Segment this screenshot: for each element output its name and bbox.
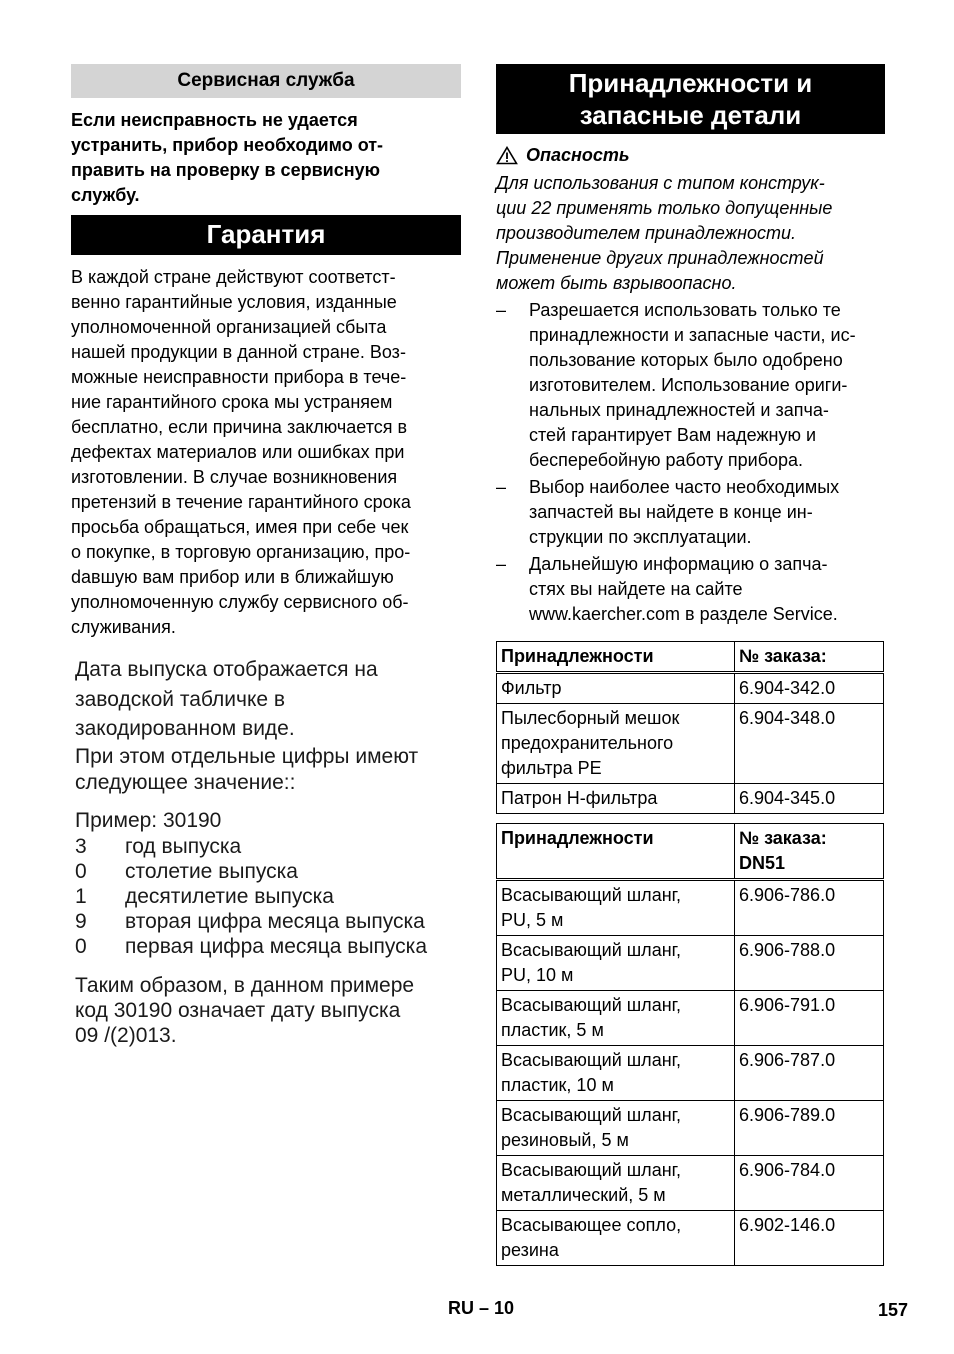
footer-page-number: 157	[878, 1300, 909, 1320]
danger-label: Опасность	[526, 145, 630, 165]
accessory-name: Всасывающее сопло, резина	[497, 1211, 735, 1266]
date-intro-1: Дата выпуска отображается на заводской табличке в закодированном виде.	[75, 658, 378, 740]
bullet-item: – Разрешается использовать только те принадлежности и запасные части, ис- пользование которых было одобрено изготовителем. Использование ориги- нальных принадлежностей и запча- стей гарантирует Вам надежную и бесперебойную работу прибора.	[496, 298, 885, 473]
digit-meaning: год выпуска	[125, 834, 242, 858]
table-header-row	[497, 824, 884, 880]
order-number: 6.904-348.0	[735, 704, 884, 784]
danger-text: Для использования с типом конструк- ции 22 применять только допущенные производителем принадлежности. Применение других принадлежностей может быть взрывоопасно.	[496, 173, 833, 293]
digit-meaning: десятилетие выпуска	[125, 884, 334, 908]
digit-row	[75, 934, 461, 959]
table-row	[497, 1156, 884, 1211]
digit-meaning: столетие выпуска	[125, 859, 298, 883]
order-number: 6.906-787.0	[735, 1046, 884, 1101]
table-row	[497, 673, 884, 704]
service-heading: Сервисная служба	[71, 64, 461, 98]
accessory-name: Фильтр	[497, 673, 735, 704]
accessory-name: Всасывающий шланг, PU, 10 м	[497, 936, 735, 991]
digit-row	[75, 884, 461, 909]
footer-language-page: RU – 10	[448, 1298, 515, 1318]
digit-row	[75, 859, 461, 884]
bullet-item: – Выбор наиболее часто необходимых запчастей вы найдете в конце ин- струкции по эксплуатации.	[496, 475, 885, 550]
digit: 0	[75, 859, 87, 883]
order-number: 6.906-789.0	[735, 1101, 884, 1156]
accessory-name: Всасывающий шланг, металлический, 5 м	[497, 1156, 735, 1211]
order-number: 6.906-784.0	[735, 1156, 884, 1211]
table-row	[497, 1211, 884, 1266]
digit-meaning: первая цифра месяца выпуска	[125, 934, 428, 958]
right-column	[496, 64, 885, 1266]
accessory-name: Патрон H-фильтра	[497, 784, 735, 814]
production-date-block	[71, 655, 461, 1048]
order-number: 6.906-788.0	[735, 936, 884, 991]
date-intro-2: При этом отдельные цифры имеют следующее значение::	[75, 744, 419, 794]
table-row	[497, 1046, 884, 1101]
accessory-name: Всасывающий шланг, резиновый, 5 м	[497, 1101, 735, 1156]
header-order-number: № заказа: DN51	[735, 824, 884, 880]
accessories-table	[496, 641, 884, 814]
accessory-name: Пылесборный мешок предохранительного фильтра PE	[497, 704, 735, 784]
bullet-item: – Дальнейшую информацию о запча- стях вы найдете на сайте www.kaercher.com в разделе Service.	[496, 552, 885, 627]
order-number: 6.904-345.0	[735, 784, 884, 814]
accessory-name: Всасывающий шланг, пластик, 10 м	[497, 1046, 735, 1101]
header-accessories: Принадлежности	[497, 824, 735, 880]
table-header-row	[497, 642, 884, 673]
header-accessories: Принадлежности	[497, 642, 735, 673]
digit-meaning: вторая цифра месяца выпуска	[125, 909, 425, 933]
table-row	[497, 991, 884, 1046]
date-summary: Таким образом, в данном примере код 30190 означает дату выпуска 09 /(2)013.	[75, 973, 415, 1047]
left-column	[71, 64, 461, 1048]
warning-triangle-icon	[496, 146, 518, 165]
date-example: Пример: 30190	[75, 808, 222, 832]
digit: 1	[75, 884, 87, 908]
header-order-number: № заказа:	[735, 642, 884, 673]
warranty-heading: Гарантия	[71, 215, 461, 255]
digit-row	[75, 834, 461, 859]
accessories-heading: Принадлежности и запасные детали	[496, 64, 885, 134]
warranty-text: В каждой стране действуют соответст- венно гарантийные условия, изданные уполномоченной организацией сбыта нашей продукции в данной стране. Воз- можные неисправности прибора в тече- ние гарантийного срока мы устраняем бесплатно, если причина заключается в дефектах материалов или ошибках при изготовлении. В случае возникновения претензий в течение гарантийного срока просьба обращаться, имея при себе чек о покупке, в торговую организацию, про- dавшую вам прибор или в ближайшую уполномоченную службу сервисного об- служивания.	[71, 267, 411, 637]
bullet-list	[496, 298, 885, 627]
table-row	[497, 784, 884, 814]
table-row	[497, 936, 884, 991]
bullet-text: Дальнейшую информацию о запча- стях вы найдете на сайте www.kaercher.com в разделе Service.	[529, 554, 838, 624]
accessory-name: Всасывающий шланг, пластик, 5 м	[497, 991, 735, 1046]
digit: 0	[75, 934, 87, 958]
table-row	[497, 1101, 884, 1156]
hose-table	[496, 823, 884, 1266]
digit: 3	[75, 834, 87, 858]
order-number: 6.906-791.0	[735, 991, 884, 1046]
service-text: Если неисправность не удается устранить, прибор необходимо от- править на проверку в сервисную службу.	[71, 110, 384, 205]
order-number: 6.906-786.0	[735, 880, 884, 936]
accessory-name: Всасывающий шланг, PU, 5 м	[497, 880, 735, 936]
table-row	[497, 704, 884, 784]
bullet-text: Разрешается использовать только те принадлежности и запасные части, ис- пользование которых было одобрено изготовителем. Использование ориги- нальных принадлежностей и запча- стей гарантирует Вам надежную и бесперебойную работу прибора.	[529, 300, 856, 470]
danger-header	[496, 145, 885, 166]
bullet-text: Выбор наиболее часто необходимых запчастей вы найдете в конце ин- струкции по эксплуатации.	[529, 477, 840, 547]
digit-list	[75, 834, 461, 959]
digit-row	[75, 909, 461, 934]
digit: 9	[75, 909, 87, 933]
order-number: 6.904-342.0	[735, 673, 884, 704]
order-number: 6.902-146.0	[735, 1211, 884, 1266]
table-row	[497, 880, 884, 936]
